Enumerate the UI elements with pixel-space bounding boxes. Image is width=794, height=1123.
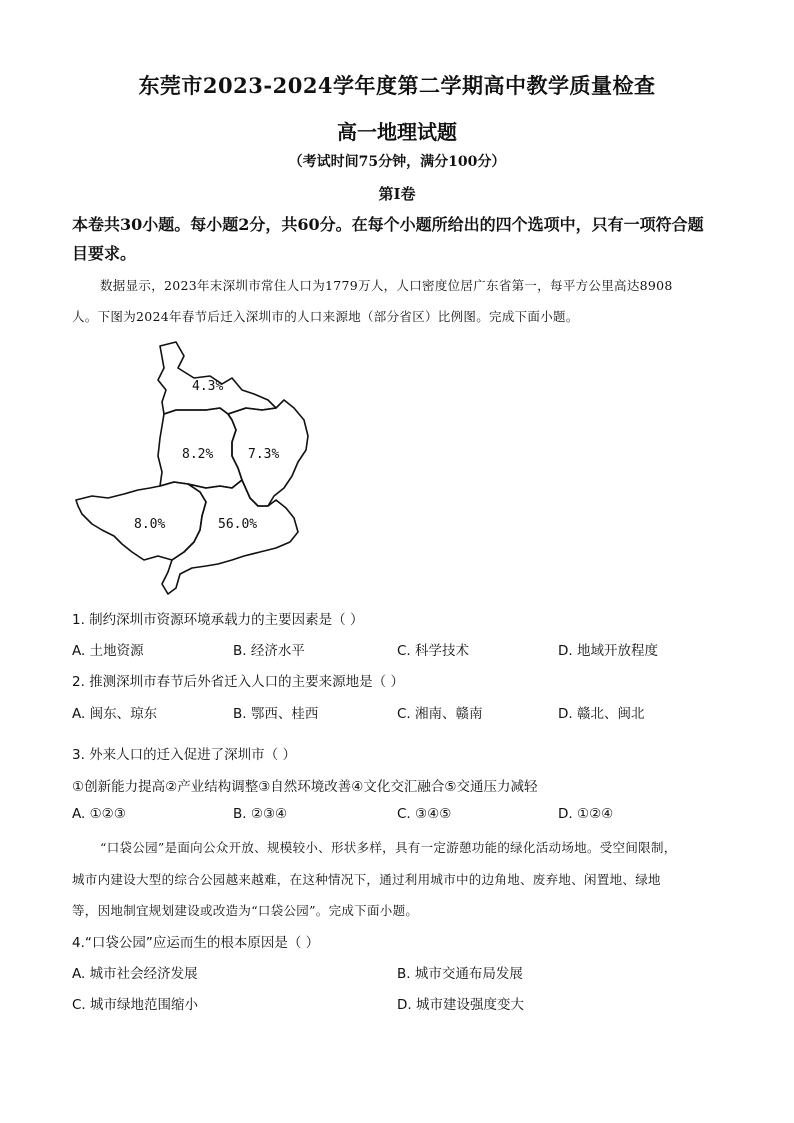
exam-subtitle: 高一地理试题 — [337, 120, 457, 144]
population-source-map — [72, 338, 312, 600]
passage2-line-3: 等，因地制宜规划建设或改造为“口袋公园”。完成下面小题。 — [72, 903, 419, 918]
q2-option-b[interactable]: B. 鄂西、桂西 — [233, 706, 319, 722]
exam-title: 东莞市2023-2024学年度第二学期高中教学质量检查 — [138, 73, 656, 98]
q3-option-a[interactable]: A. ①②③ — [72, 806, 126, 822]
instruction-line-2: 目要求。 — [72, 244, 137, 263]
passage1-line-1: 数据显示，2023年末深圳市常住人口为1779万人，人口密度位居广东省第一，每平方公里高达8908 — [100, 278, 673, 293]
q1-option-a[interactable]: A. 土地资源 — [72, 643, 144, 659]
q4-option-d[interactable]: D. 城市建设强度变大 — [397, 997, 524, 1013]
instruction-line-1: 本卷共30小题。每小题2分，共60分。在每个小题所给出的四个选项中，只有一项符合题 — [72, 215, 704, 234]
q2-option-d[interactable]: D. 赣北、闽北 — [558, 706, 645, 722]
q1-option-d[interactable]: D. 地域开放程度 — [558, 643, 658, 659]
question-3-stem: 3. 外来人口的迁入促进了深圳市（ ） — [72, 747, 296, 763]
question-1-stem: 1. 制约深圳市资源环境承载力的主要因素是（ ） — [72, 612, 364, 628]
exam-time-note: （考试时间75分钟，满分100分） — [288, 154, 506, 170]
question-3-statements: ①创新能力提高②产业结构调整③自然环境改善④文化交汇融合⑤交通压力减轻 — [72, 779, 538, 795]
q1-option-b[interactable]: B. 经济水平 — [233, 643, 305, 659]
question-2-stem: 2. 推测深圳市春节后外省迁入人口的主要来源地是（ ） — [72, 674, 404, 690]
map-region-north — [158, 342, 276, 414]
map-label-southeast: 56.0% — [218, 517, 258, 532]
q1-option-c[interactable]: C. 科学技术 — [397, 643, 470, 659]
map-label-southwest: 8.0% — [134, 517, 166, 532]
passage1-line-2: 人。下图为2024年春节后迁入深圳市的人口来源地（部分省区）比例图。完成下面小题。 — [72, 309, 579, 324]
q2-option-c[interactable]: C. 湘南、赣南 — [397, 706, 483, 722]
q4-option-b[interactable]: B. 城市交通布局发展 — [397, 966, 523, 982]
q4-option-a[interactable]: A. 城市社会经济发展 — [72, 966, 198, 982]
q3-option-d[interactable]: D. ①②④ — [558, 806, 614, 822]
q4-option-c[interactable]: C. 城市绿地范围缩小 — [72, 997, 199, 1013]
map-label-north: 4.3% — [192, 379, 224, 394]
passage2-line-1: “口袋公园”是面向公众开放、规模较小、形状多样，具有一定游憩功能的绿化活动场地。受空间限制， — [100, 840, 677, 855]
section-heading: 第Ⅰ卷 — [378, 185, 416, 203]
q2-option-a[interactable]: A. 闽东、琼东 — [72, 706, 158, 722]
question-4-stem: 4.“口袋公园”应运而生的根本原因是（ ） — [72, 935, 320, 951]
q3-option-b[interactable]: B. ②③④ — [233, 806, 288, 822]
map-label-central-east: 7.3% — [248, 447, 280, 462]
passage2-line-2: 城市内建设大型的综合公园越来越难，在这种情况下，通过利用城市中的边角地、废弃地、闲置地、绿地 — [72, 872, 661, 887]
map-region-southeast — [162, 480, 298, 594]
q3-option-c[interactable]: C. ③④⑤ — [397, 806, 452, 822]
map-label-central-west: 8.2% — [182, 447, 214, 462]
